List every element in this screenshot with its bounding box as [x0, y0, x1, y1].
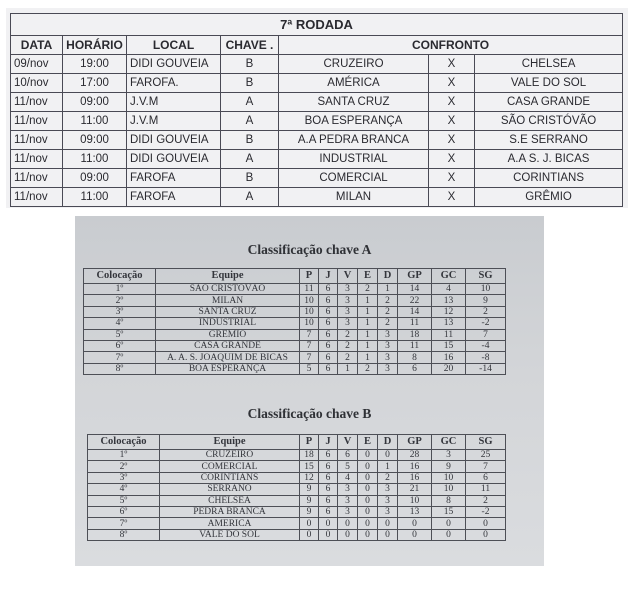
standings-row: [88, 495, 506, 506]
cell-d: 0: [378, 450, 398, 461]
standings-row: [88, 506, 506, 517]
cell-team: SÃO CRISTOVÃO: [156, 284, 300, 295]
cell-gp: 13: [398, 506, 432, 517]
standings-row: [84, 295, 506, 306]
match-venue: FAROFA.: [127, 74, 221, 93]
cell-sg: -2: [466, 506, 506, 517]
cell-position: 8º: [84, 363, 156, 374]
header-j: J: [319, 269, 338, 284]
match-date: 10/nov: [11, 74, 63, 93]
cell-j: 6: [319, 284, 338, 295]
standings-row: [84, 284, 506, 295]
cell-d: 3: [378, 340, 398, 351]
cell-sg: 25: [466, 450, 506, 461]
match-time: 11:00: [63, 112, 127, 131]
versus-mark: X: [429, 131, 475, 150]
cell-v: 0: [338, 529, 358, 540]
cell-sg: 0: [466, 529, 506, 540]
cell-gc: 0: [432, 518, 466, 529]
standings-row: [84, 340, 506, 351]
cell-d: 1: [378, 461, 398, 472]
schedule-header-row: [11, 36, 623, 55]
round-title-row: [11, 14, 623, 36]
versus-mark: X: [429, 169, 475, 188]
header-position: Colocação: [88, 435, 160, 450]
cell-gp: 22: [398, 295, 432, 306]
match-group: B: [221, 55, 279, 74]
cell-team: GRÊMIO: [156, 329, 300, 340]
cell-j: 6: [319, 461, 338, 472]
cell-p: 9: [300, 484, 319, 495]
standings-row: [84, 306, 506, 317]
away-team: S.E SERRANO: [475, 131, 623, 150]
header-e: E: [358, 435, 378, 450]
cell-e: 0: [358, 484, 378, 495]
cell-position: 6º: [84, 340, 156, 351]
versus-mark: X: [429, 55, 475, 74]
cell-d: 3: [378, 363, 398, 374]
cell-v: 3: [338, 506, 358, 517]
match-row: [11, 112, 623, 131]
cell-e: 1: [358, 295, 378, 306]
cell-position: 1º: [84, 284, 156, 295]
cell-v: 3: [338, 284, 358, 295]
cell-v: 6: [338, 450, 358, 461]
cell-gp: 16: [398, 461, 432, 472]
cell-gc: 11: [432, 329, 466, 340]
cell-j: 6: [319, 363, 338, 374]
cell-gc: 12: [432, 306, 466, 317]
cell-position: 8º: [88, 529, 160, 540]
cell-gp: 11: [398, 318, 432, 329]
cell-position: 4º: [84, 318, 156, 329]
match-time: 09:00: [63, 131, 127, 150]
home-team: CRUZEIRO: [279, 55, 429, 74]
cell-position: 2º: [84, 295, 156, 306]
cell-sg: -2: [466, 318, 506, 329]
standings-row: [84, 363, 506, 374]
cell-position: 6º: [88, 506, 160, 517]
match-date: 11/nov: [11, 112, 63, 131]
cell-d: 3: [378, 352, 398, 363]
header-gc: GC: [432, 269, 466, 284]
group-b-table: [87, 434, 506, 541]
cell-j: 6: [319, 329, 338, 340]
cell-e: 0: [358, 529, 378, 540]
cell-e: 0: [358, 495, 378, 506]
cell-gc: 13: [432, 318, 466, 329]
versus-mark: X: [429, 188, 475, 207]
schedule-table: [10, 13, 623, 207]
cell-team: SERRANO: [160, 484, 300, 495]
cell-team: A. A. S. JOAQUIM DE BICAS: [156, 352, 300, 363]
cell-p: 10: [300, 306, 319, 317]
away-team: A.A S. J. BICAS: [475, 150, 623, 169]
match-date: 11/nov: [11, 150, 63, 169]
match-venue: DIDI GOUVEIA: [127, 131, 221, 150]
match-venue: J.V.M: [127, 112, 221, 131]
cell-p: 7: [300, 329, 319, 340]
match-group: B: [221, 74, 279, 93]
cell-sg: -4: [466, 340, 506, 351]
cell-e: 1: [358, 340, 378, 351]
cell-e: 2: [358, 363, 378, 374]
cell-team: INDUSTRIAL: [156, 318, 300, 329]
cell-e: 0: [358, 472, 378, 483]
match-venue: J.V.M: [127, 93, 221, 112]
cell-v: 5: [338, 461, 358, 472]
cell-d: 0: [378, 518, 398, 529]
cell-gp: 8: [398, 352, 432, 363]
cell-position: 4º: [88, 484, 160, 495]
cell-e: 1: [358, 329, 378, 340]
cell-v: 4: [338, 472, 358, 483]
group-a-table: [83, 268, 506, 375]
cell-e: 0: [358, 518, 378, 529]
match-row: [11, 188, 623, 207]
cell-v: 2: [338, 329, 358, 340]
versus-mark: X: [429, 112, 475, 131]
standings-header-row: [88, 435, 506, 450]
header-matchup: CONFRONTO: [279, 36, 623, 55]
match-date: 11/nov: [11, 188, 63, 207]
cell-v: 1: [338, 363, 358, 374]
cell-sg: 6: [466, 472, 506, 483]
header-team: Equipe: [156, 269, 300, 284]
match-date: 11/nov: [11, 131, 63, 150]
home-team: BOA ESPERANÇA: [279, 112, 429, 131]
cell-p: 9: [300, 495, 319, 506]
cell-gc: 15: [432, 340, 466, 351]
cell-p: 9: [300, 506, 319, 517]
cell-v: 3: [338, 306, 358, 317]
cell-gc: 0: [432, 529, 466, 540]
cell-position: 7º: [84, 352, 156, 363]
header-e: E: [358, 269, 378, 284]
cell-position: 3º: [88, 472, 160, 483]
cell-gp: 18: [398, 329, 432, 340]
match-venue: FAROFA: [127, 169, 221, 188]
cell-d: 1: [378, 284, 398, 295]
cell-j: 6: [319, 340, 338, 351]
header-venue: LOCAL: [127, 36, 221, 55]
cell-d: 3: [378, 484, 398, 495]
cell-sg: -14: [466, 363, 506, 374]
cell-gc: 4: [432, 284, 466, 295]
cell-p: 11: [300, 284, 319, 295]
header-gp: GP: [398, 435, 432, 450]
header-sg: SG: [466, 435, 506, 450]
cell-sg: 9: [466, 295, 506, 306]
header-v: V: [338, 269, 358, 284]
cell-j: 6: [319, 295, 338, 306]
cell-p: 7: [300, 340, 319, 351]
match-row: [11, 55, 623, 74]
cell-team: VALE DO SOL: [160, 529, 300, 540]
cell-team: BOA ESPERANÇA: [156, 363, 300, 374]
cell-e: 1: [358, 318, 378, 329]
versus-mark: X: [429, 150, 475, 169]
standings-row: [88, 450, 506, 461]
match-group: B: [221, 169, 279, 188]
cell-v: 3: [338, 318, 358, 329]
cell-gc: 10: [432, 484, 466, 495]
cell-d: 3: [378, 495, 398, 506]
home-team: A.A PEDRA BRANCA: [279, 131, 429, 150]
cell-v: 2: [338, 352, 358, 363]
cell-sg: 7: [466, 329, 506, 340]
match-time: 09:00: [63, 93, 127, 112]
cell-gp: 11: [398, 340, 432, 351]
header-gp: GP: [398, 269, 432, 284]
cell-team: SANTA CRUZ: [156, 306, 300, 317]
header-j: J: [319, 435, 338, 450]
cell-p: 7: [300, 352, 319, 363]
cell-team: MILAN: [156, 295, 300, 306]
cell-sg: 11: [466, 484, 506, 495]
match-time: 19:00: [63, 55, 127, 74]
cell-gc: 8: [432, 495, 466, 506]
cell-gc: 10: [432, 472, 466, 483]
standings-photo: [75, 216, 544, 566]
standings-header-row: [84, 269, 506, 284]
match-date: 11/nov: [11, 93, 63, 112]
header-d: D: [378, 269, 398, 284]
match-group: A: [221, 93, 279, 112]
header-date: DATA: [11, 36, 63, 55]
header-d: D: [378, 435, 398, 450]
cell-gc: 9: [432, 461, 466, 472]
group-b-title: Classificação chave B: [247, 406, 372, 421]
standings-row: [88, 461, 506, 472]
cell-d: 2: [378, 472, 398, 483]
header-p: P: [300, 269, 319, 284]
home-team: MILAN: [279, 188, 429, 207]
cell-position: 7º: [88, 518, 160, 529]
standings-row: [88, 472, 506, 483]
cell-position: 3º: [84, 306, 156, 317]
away-team: CASA GRANDE: [475, 93, 623, 112]
cell-j: 0: [319, 529, 338, 540]
cell-team: PEDRA BRANCA: [160, 506, 300, 517]
match-date: 11/nov: [11, 169, 63, 188]
cell-j: 6: [319, 484, 338, 495]
match-row: [11, 131, 623, 150]
cell-position: 5º: [84, 329, 156, 340]
cell-p: 18: [300, 450, 319, 461]
group-a-title: Classificação chave A: [247, 242, 372, 257]
cell-gc: 20: [432, 363, 466, 374]
cell-sg: 2: [466, 495, 506, 506]
cell-sg: 10: [466, 284, 506, 295]
cell-p: 5: [300, 363, 319, 374]
cell-j: 6: [319, 352, 338, 363]
match-time: 11:00: [63, 188, 127, 207]
cell-gc: 3: [432, 450, 466, 461]
cell-j: 6: [319, 306, 338, 317]
cell-e: 2: [358, 284, 378, 295]
cell-p: 15: [300, 461, 319, 472]
cell-position: 5º: [88, 495, 160, 506]
cell-gc: 13: [432, 295, 466, 306]
standings-row: [88, 518, 506, 529]
away-team: CHELSEA: [475, 55, 623, 74]
cell-e: 0: [358, 461, 378, 472]
cell-team: CORINTIANS: [160, 472, 300, 483]
header-team: Equipe: [160, 435, 300, 450]
match-row: [11, 74, 623, 93]
match-row: [11, 150, 623, 169]
round-title: 7ª RODADA: [11, 14, 623, 36]
standings-row: [84, 318, 506, 329]
versus-mark: X: [429, 74, 475, 93]
header-position: Colocação: [84, 269, 156, 284]
versus-mark: X: [429, 93, 475, 112]
header-v: V: [338, 435, 358, 450]
match-time: 11:00: [63, 150, 127, 169]
cell-gp: 28: [398, 450, 432, 461]
cell-j: 6: [319, 495, 338, 506]
cell-sg: -8: [466, 352, 506, 363]
cell-gp: 0: [398, 529, 432, 540]
cell-team: CASA GRANDE: [156, 340, 300, 351]
cell-team: AMERICA: [160, 518, 300, 529]
cell-j: 6: [319, 450, 338, 461]
cell-d: 3: [378, 506, 398, 517]
match-time: 17:00: [63, 74, 127, 93]
away-team: VALE DO SOL: [475, 74, 623, 93]
cell-v: 3: [338, 484, 358, 495]
away-team: GRÊMIO: [475, 188, 623, 207]
match-row: [11, 169, 623, 188]
cell-j: 6: [319, 472, 338, 483]
cell-e: 1: [358, 352, 378, 363]
cell-j: 6: [319, 506, 338, 517]
cell-j: 6: [319, 318, 338, 329]
cell-gp: 0: [398, 518, 432, 529]
cell-e: 0: [358, 450, 378, 461]
cell-gp: 21: [398, 484, 432, 495]
match-group: A: [221, 112, 279, 131]
cell-v: 2: [338, 340, 358, 351]
home-team: AMÉRICA: [279, 74, 429, 93]
header-sg: SG: [466, 269, 506, 284]
match-date: 09/nov: [11, 55, 63, 74]
header-p: P: [300, 435, 319, 450]
cell-v: 3: [338, 295, 358, 306]
match-venue: DIDI GOUVEIA: [127, 55, 221, 74]
round-schedule: [6, 8, 628, 208]
cell-gp: 14: [398, 306, 432, 317]
match-time: 09:00: [63, 169, 127, 188]
header-gc: GC: [432, 435, 466, 450]
standings-row: [88, 529, 506, 540]
cell-gc: 15: [432, 506, 466, 517]
match-venue: FAROFA: [127, 188, 221, 207]
match-group: A: [221, 188, 279, 207]
standings-row: [88, 484, 506, 495]
cell-d: 2: [378, 306, 398, 317]
cell-gp: 16: [398, 472, 432, 483]
cell-team: CHELSEA: [160, 495, 300, 506]
standings-row: [84, 352, 506, 363]
cell-d: 0: [378, 529, 398, 540]
cell-gp: 14: [398, 284, 432, 295]
cell-e: 0: [358, 506, 378, 517]
home-team: SANTA CRUZ: [279, 93, 429, 112]
match-row: [11, 93, 623, 112]
cell-position: 2º: [88, 461, 160, 472]
cell-v: 0: [338, 518, 358, 529]
home-team: INDUSTRIAL: [279, 150, 429, 169]
cell-gp: 10: [398, 495, 432, 506]
standings-row: [84, 329, 506, 340]
cell-gp: 6: [398, 363, 432, 374]
cell-v: 3: [338, 495, 358, 506]
match-group: B: [221, 131, 279, 150]
cell-p: 10: [300, 318, 319, 329]
cell-p: 0: [300, 529, 319, 540]
cell-p: 0: [300, 518, 319, 529]
header-time: HORÁRIO: [63, 36, 127, 55]
away-team: SÃO CRISTÓVÃO: [475, 112, 623, 131]
cell-e: 1: [358, 306, 378, 317]
cell-j: 0: [319, 518, 338, 529]
match-venue: DIDI GOUVEIA: [127, 150, 221, 169]
cell-sg: 0: [466, 518, 506, 529]
cell-team: CRUZEIRO: [160, 450, 300, 461]
cell-sg: 2: [466, 306, 506, 317]
cell-p: 12: [300, 472, 319, 483]
away-team: CORINTIANS: [475, 169, 623, 188]
header-group: CHAVE .: [221, 36, 279, 55]
cell-d: 2: [378, 318, 398, 329]
cell-sg: 7: [466, 461, 506, 472]
cell-d: 3: [378, 329, 398, 340]
cell-gc: 16: [432, 352, 466, 363]
cell-team: COMERCIAL: [160, 461, 300, 472]
cell-d: 2: [378, 295, 398, 306]
home-team: COMERCIAL: [279, 169, 429, 188]
cell-position: 1º: [88, 450, 160, 461]
match-group: A: [221, 150, 279, 169]
cell-p: 10: [300, 295, 319, 306]
